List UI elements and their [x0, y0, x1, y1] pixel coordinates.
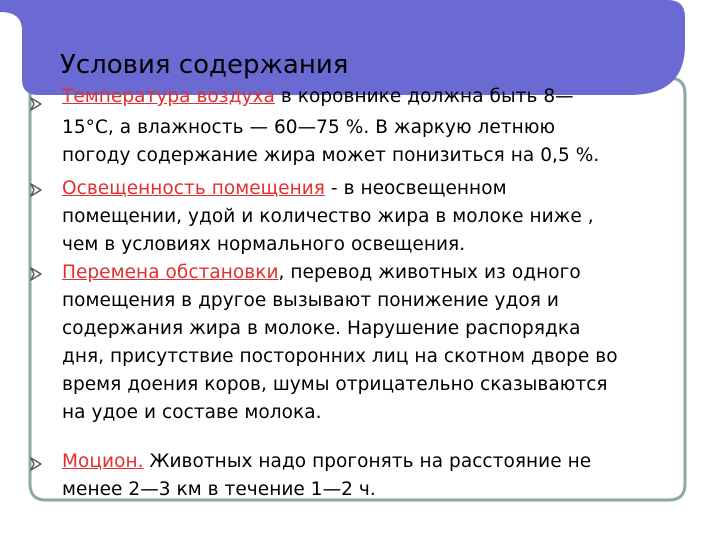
- bullet-4-lead: Моцион.: [62, 451, 144, 472]
- arrow-bullet-icon: [29, 97, 43, 111]
- bullet-4-rest: Животных надо прогонять на расстояние не: [143, 451, 592, 472]
- bullet-4-line-2: менее 2—3 км в течение 1—2 ч.: [62, 479, 376, 500]
- arrow-bullet-icon: [29, 183, 43, 197]
- bullet-2-line-2: помещении, удой и количество жира в молоке ниже ,: [62, 206, 594, 227]
- bullet-3-lead: Перемена обстановки: [62, 262, 279, 283]
- bullet-3-line-1: [62, 263, 581, 283]
- bullet-3-line-5: время доения коров, шумы отрицательно сказываются: [62, 374, 608, 395]
- bullet-3-line-2: помещения в другое вызывают понижение удоя и: [62, 290, 559, 311]
- bullet-2-line-3: чем в условиях нормального освещения.: [62, 234, 466, 255]
- bullet-1-line-2: 15°С, а влажность — 60—75 %. В жаркую летнюю: [62, 117, 556, 138]
- bullet-3-line-6: на удое и составе молока.: [62, 402, 322, 423]
- bullet-3-line-3: содержания жира в молоке. Нарушение распорядка: [62, 318, 581, 339]
- arrow-bullet-icon: [29, 267, 43, 281]
- slide-title: Условия содержания: [60, 50, 349, 80]
- bullet-1-line-1: [62, 87, 574, 107]
- bullet-3-line-4: дня, присутствие посторонних лиц на скотном дворе во: [62, 346, 618, 367]
- bullet-2-line-1: [62, 179, 507, 199]
- bullet-1-lead: Температура воздуха: [62, 86, 275, 107]
- bullet-2-rest: - в неосвещенном: [324, 178, 507, 199]
- arrow-bullet-icon: [29, 457, 43, 471]
- bullet-4-line-1: [62, 452, 591, 472]
- bullet-1-rest: в коровнике должна быть 8—: [274, 86, 574, 107]
- bullet-3-rest: , перевод животных из одного: [278, 262, 581, 283]
- bullet-1-line-3: погоду содержание жира может понизиться на 0,5 %.: [62, 145, 600, 166]
- bullet-2-lead: Освещенность помещения: [62, 178, 325, 199]
